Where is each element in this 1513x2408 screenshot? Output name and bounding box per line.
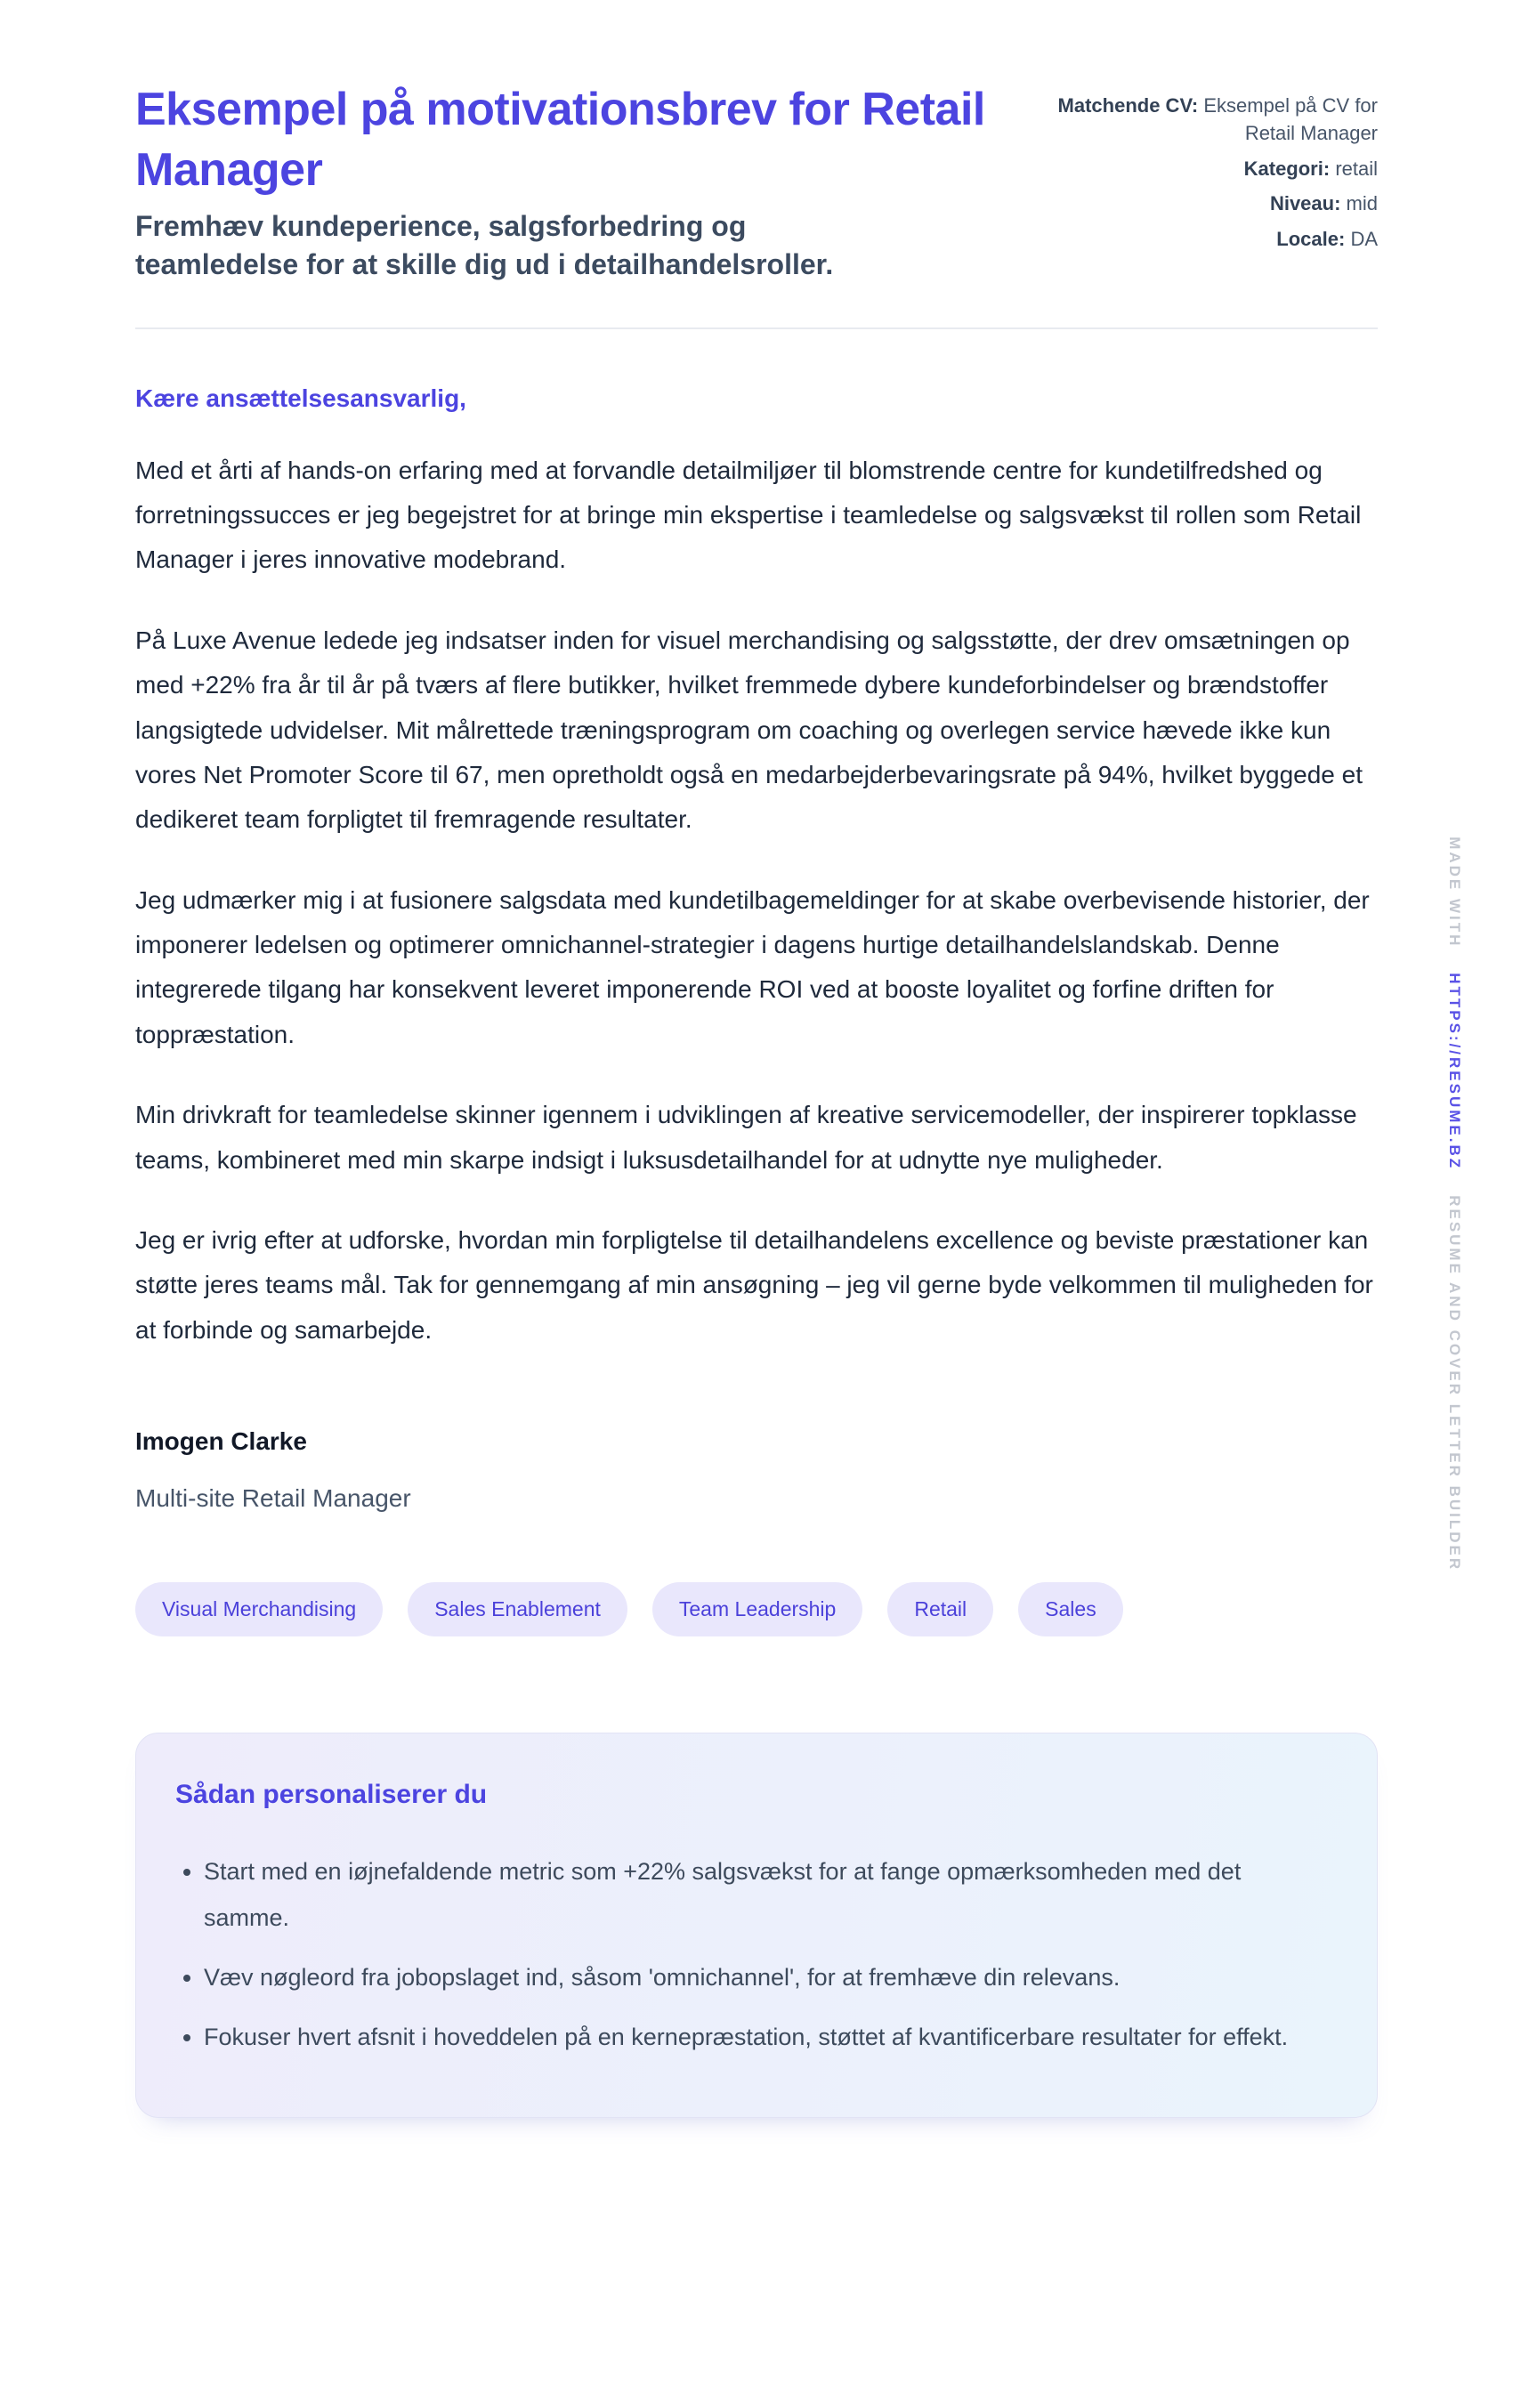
title-block: [135, 80, 1007, 285]
meta-label: Matchende CV:: [1057, 94, 1199, 117]
page-subtitle: Fremhæv kundeperience, salgsforbedring og teamledelse for at skille dig ud i detailhandelsroller.: [135, 210, 834, 281]
meta-label: Niveau:: [1269, 192, 1341, 215]
tag-chip-visual-merchandising[interactable]: Visual Merchandising: [135, 1582, 383, 1636]
watermark: [1445, 836, 1463, 1572]
page-title: Eksempel på motivationsbrev for Retail Manager: [135, 84, 985, 196]
meta-value: retail: [1335, 157, 1378, 180]
letter-paragraph-5: Jeg er ivrig efter at udforske, hvordan min forpligtelse til detailhandelens excellence og beviste præstationer kan støtte jeres teams mål. Tak for gennemgang af min ansøgning – jeg vil gerne byde velkommen til muligheden for at forbinde og samarbejde.: [135, 1226, 1373, 1344]
tips-list: [175, 1849, 1315, 2060]
cover-letter-body: [135, 384, 1378, 1514]
letter-paragraph-3: Jeg udmærker mig i at fusionere salgsdata med kundetilbagemeldinger for at skabe overbevisende historier, der imponerer ledelsen og optimerer omnichannel-strategier i dagens hurtige detailhandelslandskab. Denne integrerede tilgang har konsekvent leveret imponerende ROI ved at booste loyalitet og forfine driften for toppræstation.: [135, 885, 1370, 1048]
tips-title: Sådan personaliserer du: [175, 1780, 488, 1810]
meta-row-level: [1057, 190, 1378, 218]
letter-paragraph-1: Med et årti af hands-on erfaring med at forvandle detailmiljøer til blomstrende centre for kundetilfredshed og forretningssucces er jeg begejstret for at bringe min ekspertise i teamledelse og salgsvækst til rollen som Retail Manager i jeres innovative modebrand.: [135, 456, 1362, 574]
letter-paragraph-2: På Luxe Avenue ledede jeg indsatser inden for visuel merchandising og salgsstøtte, der drev omsætningen op med +22% fra år til år på tværs af flere butikker, hvilket fremmede dybere kundeforbindelser og brændstoffer langsigtede udvidelser. Mit målrettede træningsprogram om coaching og overlegen service hævede ikke kun vores Net Promoter Score til 67, men opretholdt også en medarbejderbevaringsrate på 94%, hvilket byggede et dedikeret team forpligtet til fremragende resultater.: [135, 626, 1363, 834]
watermark-builder-label: RESUME AND COVER LETTER BUILDER: [1446, 1194, 1463, 1572]
watermark-made-with-label: MADE WITH: [1446, 836, 1463, 949]
tag-chip-retail[interactable]: Retail: [887, 1582, 993, 1636]
meta-label: Kategori:: [1243, 157, 1331, 180]
tip-item-focus: • Fokuser hvert afsnit i hoveddelen på en kernepræstation, støttet af kvantificerbare resultater for effekt.: [204, 2015, 1315, 2060]
tip-item-metric: • Start med en iøjnefaldende metric som +22% salgsvækst for at fange opmærksomheden med det samme.: [204, 1849, 1315, 1941]
tag-chip-sales-enablement[interactable]: Sales Enablement: [408, 1582, 627, 1636]
tip-item-keywords: • Væv nøgleord fra jobopslaget ind, såsom 'omnichannel', for at fremhæve din relevans.: [204, 1955, 1315, 2000]
meta-row-locale: [1057, 226, 1378, 254]
header-divider: [135, 327, 1378, 329]
meta-label: Locale:: [1276, 228, 1346, 251]
meta-row-matching-cv: [1057, 93, 1378, 148]
meta-panel: [1057, 80, 1378, 262]
meta-value: Eksempel på CV for Retail Manager: [1203, 94, 1378, 144]
meta-value: DA: [1350, 228, 1378, 251]
tag-chip-sales[interactable]: Sales: [1018, 1582, 1123, 1636]
page-container: [135, 0, 1378, 2118]
watermark-resume-bz-link[interactable]: HTTPS://RESUME.BZ: [1446, 973, 1463, 1171]
tag-list: [135, 1582, 1378, 1636]
meta-row-category: [1057, 156, 1378, 183]
meta-value: mid: [1346, 192, 1378, 215]
signature-name: Imogen Clarke: [135, 1427, 307, 1456]
signature-title: Multi-site Retail Manager: [135, 1484, 411, 1513]
personalization-tips-card: [135, 1733, 1378, 2118]
letter-paragraph-4: Min drivkraft for teamledelse skinner igennem i udviklingen af kreative servicemodeller, der inspirerer topklasse teams, kombineret med min skarpe indsigt i luksusdetailhandel for at udnytte nye muligheder.: [135, 1101, 1357, 1174]
header: [135, 80, 1378, 285]
letter-greeting: Kære ansættelsesansvarlig,: [135, 384, 466, 412]
tag-chip-team-leadership[interactable]: Team Leadership: [652, 1582, 862, 1636]
